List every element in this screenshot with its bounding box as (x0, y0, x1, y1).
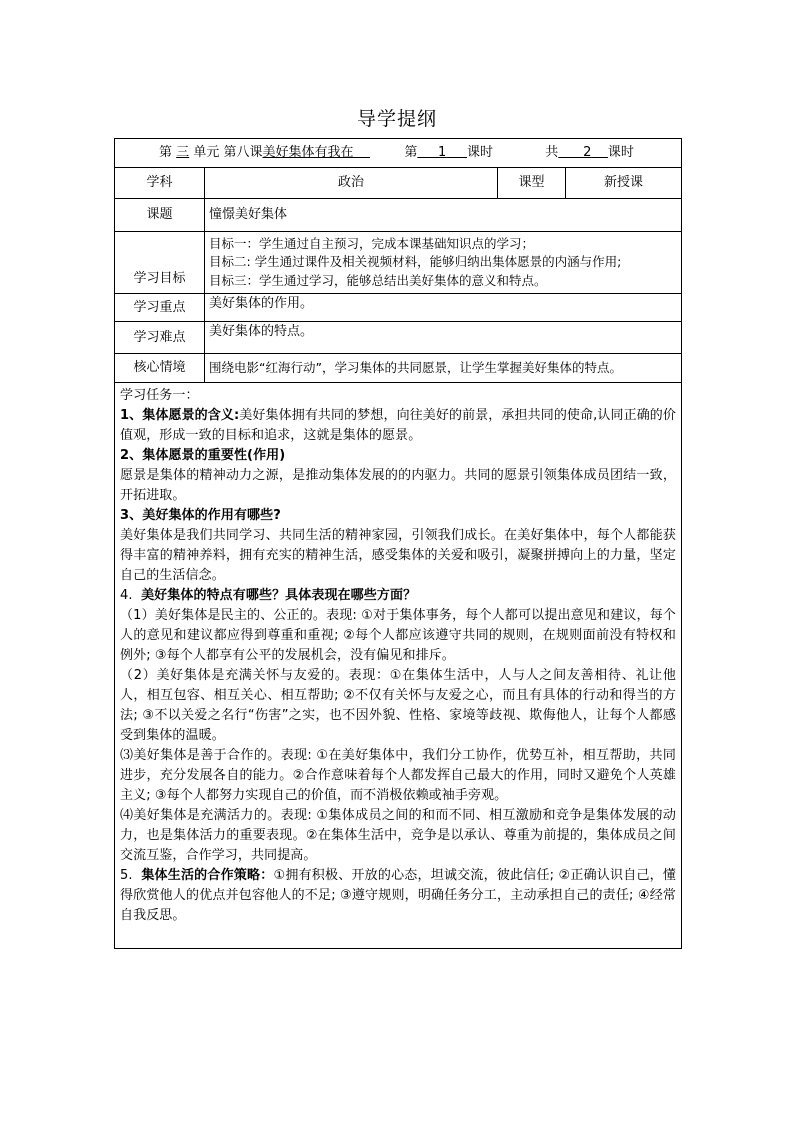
section-5-number: 5. (120, 868, 133, 883)
study-outline-table (114, 138, 682, 949)
section-2-text: 愿景是集体的精神动力之源，是推动集体发展的的内驱力。共同的愿景引领集体成员团结一致，开拓进取。 (120, 468, 677, 503)
goal-1: 目标一：学生通过自主预习，完成本课基础知识点的学习； (209, 235, 535, 251)
section-3-text: 美好集体是我们共同学习、共同生活的精神家园，引领我们成长。在美好集体中，每个人都能获得丰富的精神养料，拥有充实的精神生活，感受集体的关爱和吸引，凝聚拼搏向上的力量，坚定自己的生活信念。 (120, 528, 677, 583)
core-scenario-value: 围绕电影“红海行动”，学习集体的共同愿景，让学生掌握美好集体的特点。 (205, 354, 682, 383)
section-5-text: ①拥有积极、开放的心态，坦诚交流，彼此信任; ②正确认识自己，懂得欣赏他人的优点并包容他人的不足; ③遵守规则，明确任务分工，主动承担自己的责任; ④经常自我反思。 (120, 868, 677, 923)
lesson-type-value: 新授课 (566, 168, 682, 199)
goals-cell (205, 232, 682, 294)
feature-4: ⑷美好集体是充满活力的。表现: ①集体成员之间的和而不同、相互激励和竞争是集体发展的动力，也是集体活力的重要表现。②在集体生活中，竞争是以承认、尊重为前提的，集体成员之间交流互鉴，合作学习，共同提高。 (120, 808, 677, 863)
feature-3: ⑶美好集体是善于合作的。表现: ①在美好集体中，我们分工协作，优势互补，相互帮助，共同进步，充分发展各自的能力。②合作意味着每个人都发挥自己最大的作用，同时又避免个人英雄主义; ③每个人都努力实现自己的价值，而不消极依赖或袖手旁观。 (120, 748, 677, 803)
lesson-prefix: 第八课 (223, 145, 263, 160)
goals-label: 学习目标 (115, 232, 205, 294)
topic-value: 憧憬美好集体 (205, 199, 682, 232)
section-5 (120, 866, 676, 926)
section-4-number: 4. (120, 588, 133, 603)
section-2-title: 2、集体愿景的重要性(作用) (120, 448, 286, 463)
goal-2: 目标二: 学生通过课件及相关视频材料，能够归纳出集体愿景的内涵与作用; (209, 254, 622, 270)
key-point-label: 学习重点 (115, 294, 205, 322)
difficulty-label: 学习难点 (115, 322, 205, 354)
total-number: 2 (583, 145, 592, 160)
section-1-text: 美好集体拥有共同的梦想，向往美好的前景，承担共同的使命,认同正确的价值观，形成一致的目标和追求，这就是集体的愿景。 (120, 408, 677, 443)
unit-number: 三 (176, 145, 190, 160)
unit-suffix: 单元 (193, 145, 220, 160)
key-point-value: 美好集体的作用。 (205, 294, 682, 322)
section-1-title: 1、集体愿景的含义: (120, 408, 240, 423)
feature-2: （2）美好集体是充满关怀与友爱的。表现：①在集体生活中，人与人之间友善相待、礼让他人，相互包容、相互关心、相互帮助; ②不仅有关怀与友爱之心，而且有具体的行动和得当的方法; ③不以关爱之名行“伤害”之实，也不因外貌、性格、家境等歧视、欺侮他人，让每个人都感受到集体的温暖。 (120, 668, 677, 743)
goal-3: 目标三：学生通过学习，能够总结出美好集体的意义和特点。 (209, 272, 547, 288)
feature-1: （1）美好集体是民主的、公正的。表现: ①对于集体事务，每个人都可以提出意见和建议，每个人的意见和建议都应得到尊重和重视; ②每个人都应该遵守共同的规则，在规则面前没有特权和例外; ③每个人都享有公平的发展机会，没有偏见和排斥。 (120, 608, 677, 663)
section-4-title-text: 美好集体的特点有哪些？具体表现在哪些方面？ (141, 588, 417, 603)
core-scenario-label: 核心情境 (115, 354, 205, 383)
document-title: 导学提纲 (356, 108, 437, 130)
period-number: 1 (438, 145, 447, 160)
lesson-header-row (115, 139, 682, 168)
difficulty-value: 美好集体的特点。 (205, 322, 682, 354)
period-suffix: 课时 (466, 145, 493, 160)
task-heading: 学习任务一： (120, 388, 199, 403)
section-3-title: 3、美好集体的作用有哪些? (120, 508, 281, 523)
lesson-type-label: 课型 (498, 168, 566, 199)
subject-value: 政治 (205, 168, 498, 199)
learning-task-cell (115, 383, 682, 949)
unit-prefix: 第 (159, 145, 173, 160)
subject-label: 学科 (115, 168, 205, 199)
lesson-name: 美好集体有我在 (262, 145, 354, 160)
section-5-title: 集体生活的合作策略： (141, 868, 274, 883)
section-4-title (120, 586, 676, 606)
total-suffix: 课时 (607, 145, 634, 160)
period-prefix: 第 (404, 145, 418, 160)
total-prefix: 共 (545, 145, 559, 160)
topic-label: 课题 (115, 199, 205, 232)
section-1 (120, 406, 676, 446)
